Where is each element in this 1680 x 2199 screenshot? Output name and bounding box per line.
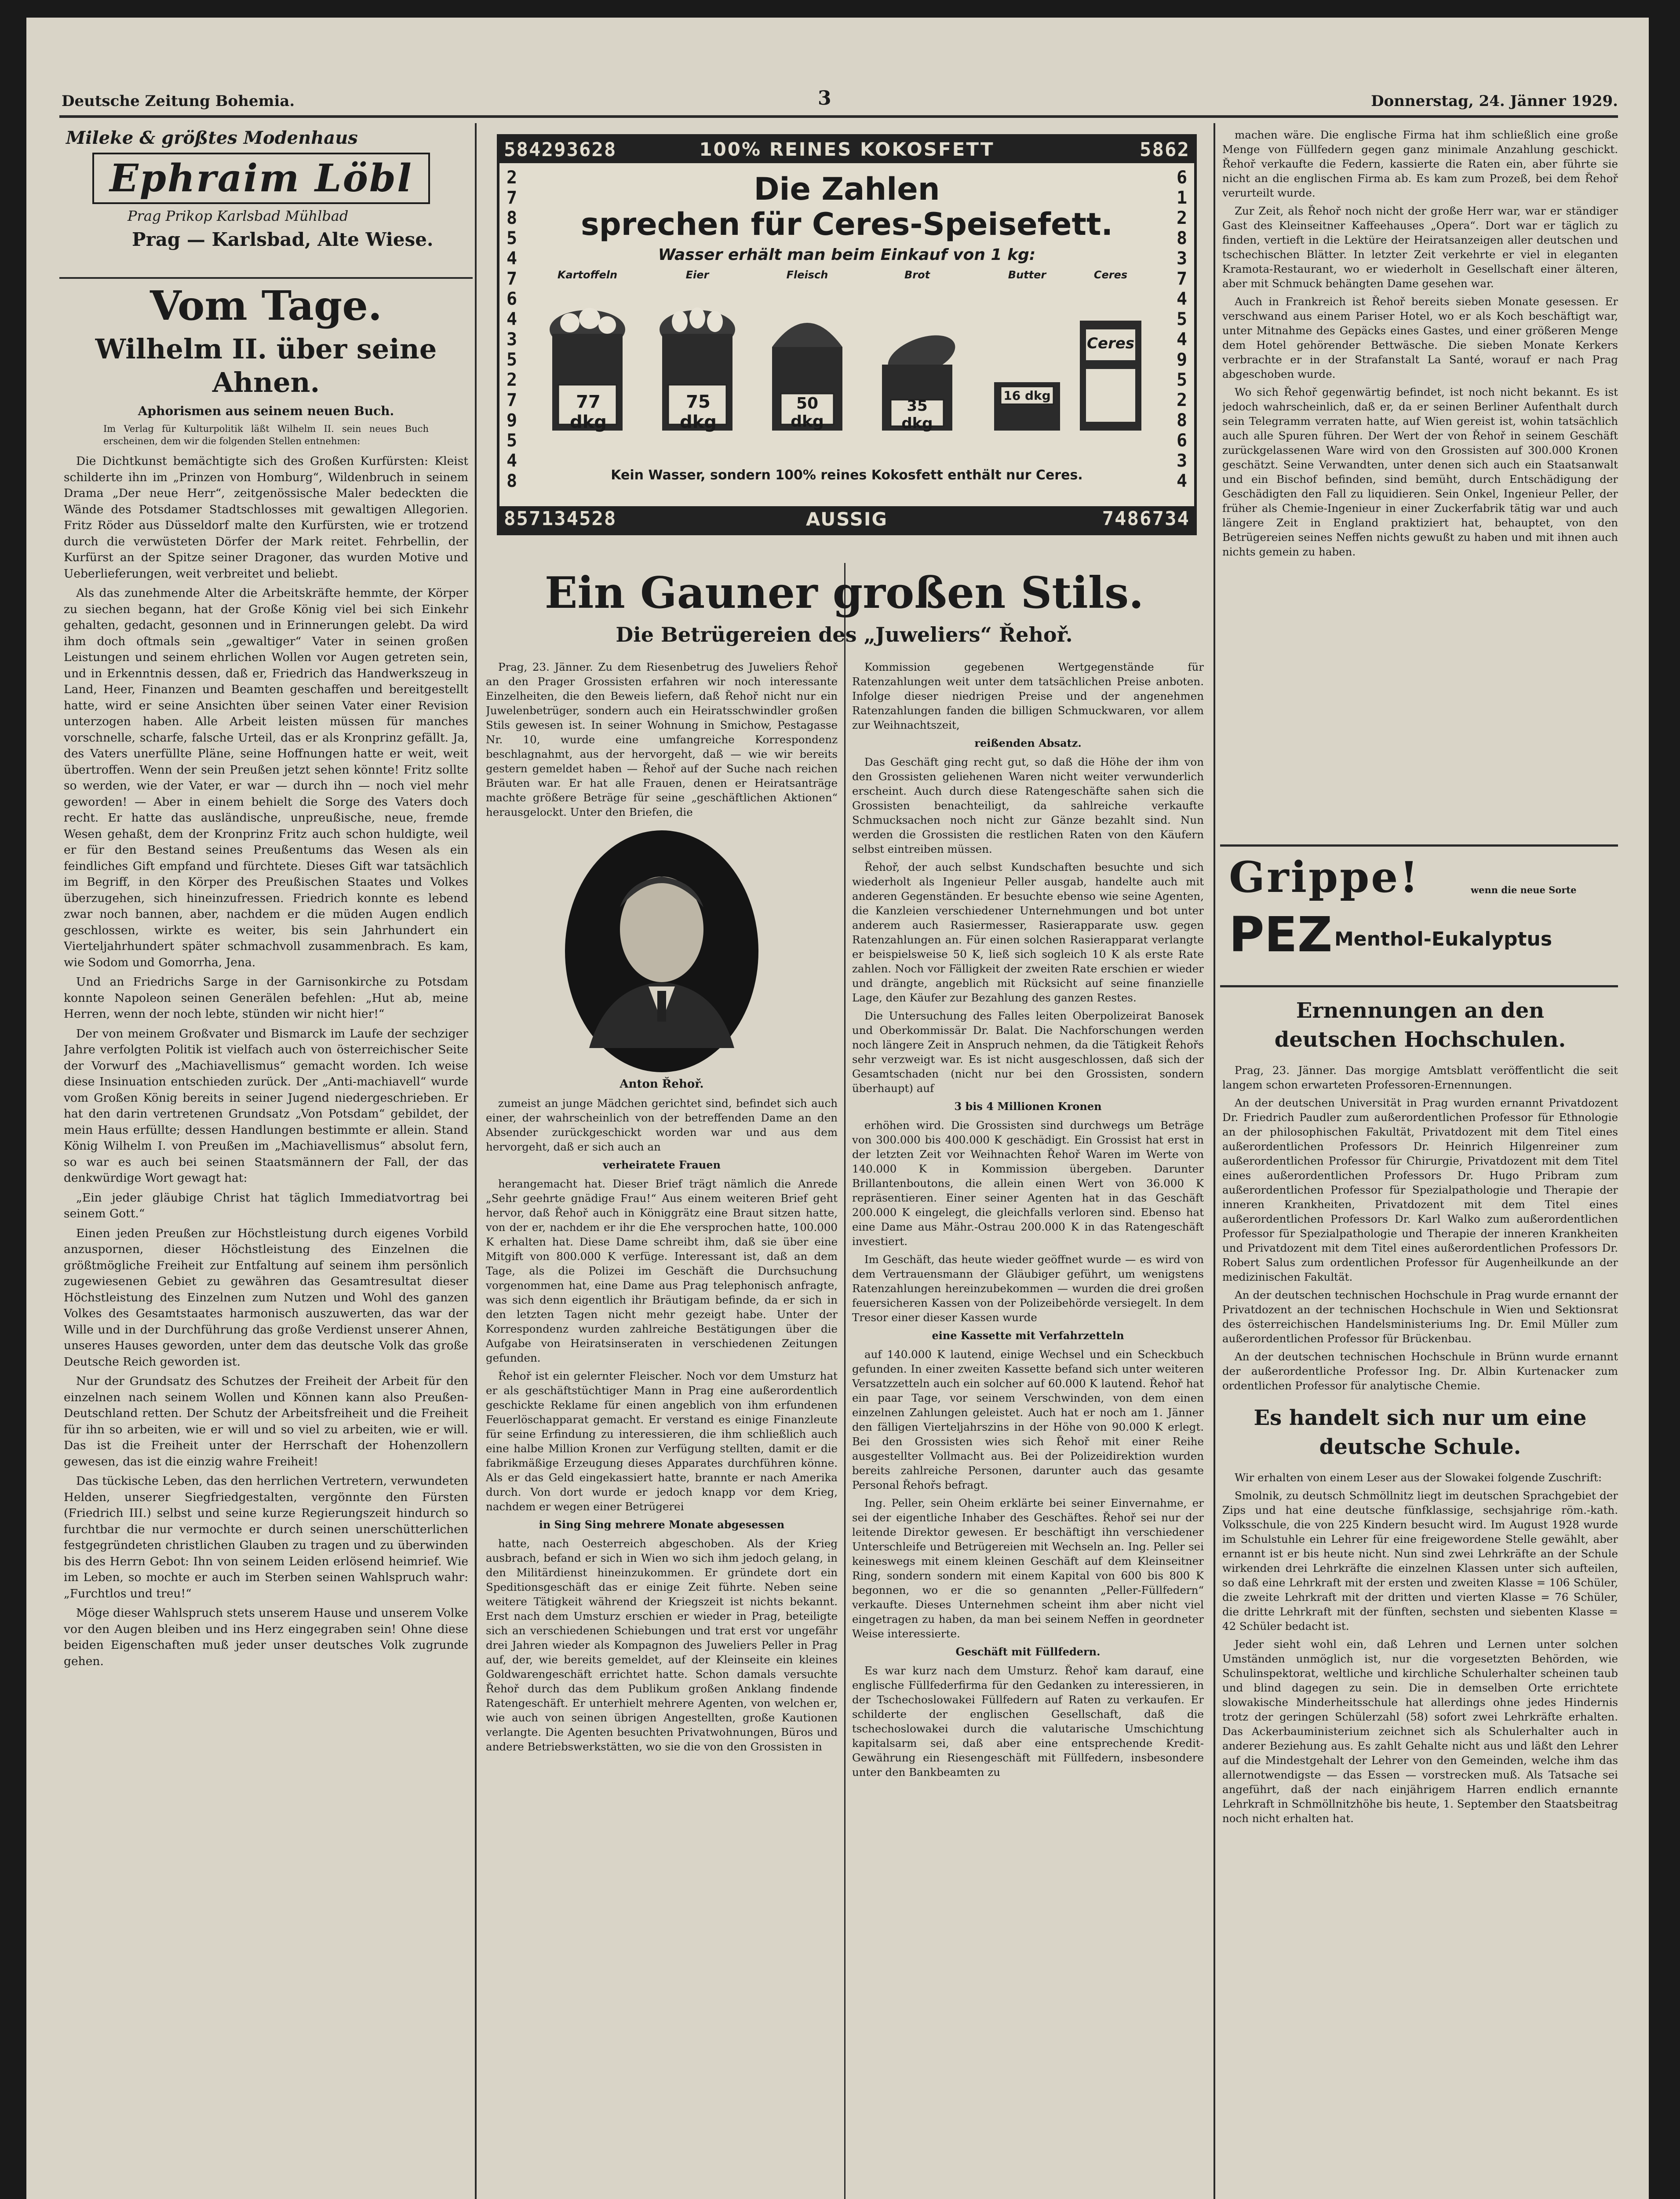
ceres-bottom-line: Kein Wasser, sondern 100% reines Kokosfett enthält nur Ceres. — [611, 468, 1083, 483]
subheading: verheiratete Frauen — [603, 1158, 721, 1171]
product-label: Eier — [685, 269, 709, 281]
ceres-headline-1: Die Zahlen — [754, 171, 940, 207]
product-eggs — [653, 269, 741, 441]
section-heading: Vom Tage. — [150, 282, 382, 329]
paragraph: Řehoř ist ein gelernter Fleischer. Noch vor dem Umsturz hat er als geschäftstüchtiger Mann in Prag eine außerordentlich geschickte Reklame für einen angeblich von ihm erfundenen Feuerlöschapparat gemacht. Er verstand es einige Finanzleute für seine Erfindung zu interessieren, die ihm schließlich auch eine halbe Million Kronen zur Verfügung stellten, damit er die fabrikmäßige Erzeugung dieses Apparates durchführen könne. Als er das Geld eingekassiert hatte, brannte er nach Amerika durch. Von dort wurde er jedoch knapp vor dem Krieg, nachdem er wegen einer Betrügerei — [486, 1370, 838, 1513]
product-label: Brot — [904, 269, 930, 281]
column-rule-1 — [475, 123, 477, 2199]
left-digits: 2785476435279548 — [506, 168, 517, 491]
paragraph: hatte, nach Oesterreich abgeschoben. Als der Krieg ausbrach, befand er sich in Wien wo sich ihm jedoch gelang, in den Militärdienst hineinzukommen. Er gründete dort ein Speditionsgeschäft das er einige Zeit führte. Neben seine weitere Tätigkeit während der Kriegszeit ist nichts bekannt. Erst nach dem Umsturz erschien er wieder in Prag, beteiligte sich an verschiedenen Schiebungen und trat erst vor ungefähr drei Jahren wieder als Kompagnon des Juweliers Peller in Prag auf, der, wie bereits gemeldet, auf der Kleinseite ein kleines Goldwarengeschäft errichtet hatte. Schon damals versuchte Řehoř durch das dem Publikum großen Anklang findende Ratengeschäft. Er unterhielt mehrere Agenten, von welchen er, wie auch von seinen übrigen Angestellten, große Kautionen verlangte. Die Agenten besuchten Privatwohnungen, Büros und andere Betriebswerkstätten, wo sie die von den Grossisten in — [486, 1537, 838, 1753]
product-meat — [763, 269, 851, 441]
paragraph: „Ein jeder gläubige Christ hat täglich Immediatvortrag bei seinem Gott.“ — [64, 1191, 468, 1220]
pez-brand: PEZ — [1229, 906, 1333, 963]
product-ceres — [1071, 269, 1150, 441]
ceres-headline-2: sprechen für Ceres-Speisefett. — [580, 206, 1113, 242]
gauner-column-2 — [852, 660, 1204, 2199]
subheading: 3 bis 4 Millionen Kronen — [954, 1100, 1102, 1113]
vom-tage-column — [64, 281, 468, 2199]
amount-label: 50 dkg — [791, 395, 824, 431]
paragraph: Möge dieser Wahlspruch stets unserem Hause und unserem Volke vor den Augen bleiben und ins Herz eingegraben sein! Ohne diese beiden Eigenschaften muß jeder unser deutsches Volk zugrunde gehen. — [64, 1606, 468, 1668]
header-left: Deutsche Zeitung Bohemia. — [62, 92, 295, 110]
ad-separator — [1220, 844, 1618, 847]
paragraph: Als das zunehmende Alter die Arbeitskräfte hemmte, der Körper zu siechen begann, hat der Große König viel bei sich Einkehr gehalten, gedacht, gesonnen und in Erinnerungen gelebt. Da wird ihm doch oftmals sein „gewaltiger“ Vater in seinen großen Leistungen und seinem ehrlichen Wollen vor Augen getreten sein, und in Erkenntnis dessen, daß er, Friedrich das Handwerkszeug in Land, Heer, Finanzen und Beamten geschaffen und bereitgestellt hatte, wird er seine Ansichten über seinen Vater einer Revision unterzogen haben. Alle Arbeit leisten müssen für manches vorschnelle, scharfe, falsche Urteil, das er als Kronprinz gefällt. Ja, des Vaters unerfüllte Pläne, seine Hoffnungen hatte er weit, weit übertroffen. Wenn der sein Preußen jetzt sehen könnte! Fritz sollte so werden, wie der Vater, er war — durch ihn — noch viel mehr geworden! — Aber in einem behielt die Sorge des Vaters doch recht. Er hatte das ausländische, unpreußische, neue, fremde Wesen gehaßt, dem der Kronprinz Fritz auch schon huldigte, weil er für den Bestand seines Preußentums das Wesen als ein feindliches Gift empfand und fürchtete. Dieses Gift war tatsächlich im Begriff, in den Körper des Preußischen Staates und Volkes überzugehen, sich hineinzufressen. Friedrich konnte es lebend zwar noch bannen, aber, nachdem er die müden Augen endlich geschlossen, wirkte es weiter, bis sein Jahrhundert ein Vierteljahrhundert später schmachvoll zusammenbrach. Es kam, wie Sodom und Gomorrha, Jena. — [64, 586, 468, 969]
ernennungen-title: Ernennungen an den deutschen Hochschulen. — [1274, 998, 1566, 1052]
paragraph: Es war kurz nach dem Umsturz. Řehoř kam darauf, eine englische Füllfederfirma für den Gedanken zu interessieren, in der Tschechoslowakei Füllfedern auf Raten zu verkaufen. Er schilderte der englischen Gesellschaft, daß die tschechoslowakei durch die valutarische Umschichtung kapitalsarm sei, daß aber eine entsprechende Kredit-Gewährung ein Riesengeschäft mit Füllfedern, insbesondere unter den Bankbeamten zu — [852, 1664, 1204, 1779]
article-body — [64, 453, 468, 1673]
top-label: 100% REINES KOKOSFETT — [699, 139, 995, 160]
paragraph: machen wäre. Die englische Firma hat ihm schließlich eine große Menge von Füllfedern gegen ganz minimale Anzahlung geschickt. Řehoř verkaufte die Federn, kassierte die Raten ein, aber führte sie nicht an die englischen Firma ab. Es kam zum Prozeß, bei dem Řehoř verurteilt wurde. — [1222, 128, 1618, 199]
right-digits: 6128374549528634 — [1176, 168, 1188, 491]
newspaper-page — [26, 18, 1649, 2199]
paragraph: Prag, 23. Jänner. Das morgige Amtsblatt veröffentlicht die seit langem schon erwarteten Professoren-Ernennungen. — [1222, 1064, 1618, 1091]
butter-dish-icon — [983, 281, 1071, 439]
loebl-locations: Prag Prikop Karlsbad Mühlbad — [128, 208, 349, 224]
header-rule — [59, 115, 1618, 118]
ceres-products — [543, 269, 1150, 462]
product-label: Butter — [1008, 269, 1046, 281]
paragraph: An der deutschen Universität in Prag wurden ernannt Privatdozent Dr. Friedrich Paudler zum außerordentlichen Professor für Ethnologie an der philosophischen Fakultät, Privatdozent mit dem Titel eines außerordentlichen Professors Dr. Heinrich Hilgenreiner zum außerordentlichen Professor für Chirurgie, Privatdozent mit dem Titel eines außerordentlichen Professors Dr. Hugo Pribram zum außerordentlichen Professor für Spezialpathologie und Therapie der inneren Krankheiten, Privatdozent mit dem Titel eines außerordentlichen Professors Dr. Karl Walko zum außerordentlichen Professor für Spezialpathologie und Therapie der inneren Krankheiten und Privatdozent mit dem Titel eines außerordentlichen Professors Dr. Robert Salus zum ordentlichen Professor für Augenheilkunde an der medizinischen Fakultät. — [1222, 1096, 1618, 1283]
top-right-digits: 5862 — [1140, 139, 1190, 161]
paragraph: Smolnik, zu deutsch Schmöllnitz liegt im deutschen Sprachgebiet der Zips und hat eine deutsche fünfklassige, sechsjahrige röm.-kath. Volksschule, die von 225 Kindern besucht wird. Im August 1928 wurde im Schulstuhle ein Lehrer für eine freigewordene Stelle gewählt, aber ernannt ist er bis heute nicht. Nun sind zwei Lehrkräfte an der Schule wirkenden drei Lehrkräfte die einzelnen Klassen unter sich aufteilen, so daß eine Lehrkraft mit der ersten und zweiten Klasse = 106 Schüler, die zweite Lehrkraft mit der dritten und vierten Klasse = 76 Schüler, die dritte Lehrkraft mit der fünften, sechsten und siebenten Klasse = 42 Schüler bedacht ist. — [1222, 1489, 1618, 1633]
paragraph: Im Geschäft, das heute wieder geöffnet wurde — es wird von dem Vertrauensmann der Gläubiger geführt, um wenigstens Ratenzahlungen hereinzubekommen — wurden die drei großen feuersicheren Kassen von der Polizeibehörde versiegelt. In dem Tresor einer dieser Kassen wurde — [852, 1253, 1204, 1324]
ad-separator — [59, 277, 473, 279]
paragraph: An der deutschen technischen Hochschule in Brünn wurde ernannt der außerordentliche Professor Ing. Dr. Albin Kurtenacker zum ordentlichen Professor für analytische Chemie. — [1222, 1350, 1618, 1392]
paragraph: Wo sich Řehoř gegenwärtig befindet, ist noch nicht bekannt. Es ist jedoch wahrscheinlich, daß er, da er seinen Berliner Aufenthalt durch sein Telegramm verraten hatte, auf Wien gereist ist, wohin tatsächlich auch alle Spuren führen. Der Wert der von Řehoř in seinem Geschäft zurückgelassenen Ware wird von den Grossisten auf 300.000 Kronen geschätzt. Seine Verwandten, unter denen sich auch ein Staatsanwalt und ein Bischof befinden, sind bemüht, durch Entschädigung der Geschädigten den Fall zu liquidieren. Sein Onkel, Ingenieur Peller, der früher als Chemie-Ingenieur in einer Zuckerfabrik tätig war und auch längere Zeit in England praktiziert hat, behauptet, von den Betrügereien seines Neffen nichts gewußt zu haben und mit ihnen auch nichts gemein zu haben. — [1222, 386, 1618, 558]
product-bread — [873, 269, 961, 441]
paragraph: Prag, 23. Jänner. Zu dem Riesenbetrug des Juweliers Řehoř an den Prager Grossisten erfahren wir noch interessante Einzelheiten, die den Beweis liefern, daß Řehoř nicht nur ein Juwelenbetrüger, sondern auch ein Heiratsschwindler großen Stils gewesen ist. In seiner Wohnung in Smichow, Pestagasse Nr. 10, wurde eine umfangreiche Korrespondenz beschlagnahmt, aus der hervorgeht, daß — wie wir bereits gestern gemeldet haben — Řehoř auf der Suche nach reichen Bräuten war. Er hat alle Frauen, denen er Heiratsanträge machte größere Beträge für seine „geschäftlichen Aktionen“ herausgelockt. Unter den Briefen, die — [486, 661, 838, 818]
paragraph: herangemacht hat. Dieser Brief trägt nämlich die Anrede „Sehr geehrte gnädige Frau!“ Aus einem weiteren Brief geht hervor, daß Řehoř auch in Königgrätz eine Braut sitzen hatte, von der er, nachdem er ihr die Ehe versprochen hatte, 100.000 K erhalten hat. Diese Dame schreibt ihm, daß sie über eine Mitgift von 800.000 K verfüge. Interessant ist, daß an dem Tage, als die Polizei im Geschäft die Durchsuchung vorgenommen hat, eine Dame aus Prag telephonisch anfragte, was sich denn eigentlich ihr Bräutigam befinde, da er sich in den letzten Tagen nicht mehr gezeigt habe. Unter der Korrespondenz wurden zahlreiche Bestätigungen über die Aufgabe von Heiratsinseraten in verschiedenen Zeitungen gefunden. — [486, 1177, 838, 1364]
ceres-box-icon — [1071, 281, 1150, 439]
paragraph: Die Dichtkunst bemächtigte sich des Großen Kurfürsten: Kleist schilderte ihn im „Prinzen von Homburg“, Wildenbruch in seinem Drama „Der neue Herr“, zeitgenössische Maler bedeckten die Wände des Potsdamer Stadtschlosses mit gewaltigen Allegorien. Fritz Röder aus Düsseldorf malte den Kurfürsten, wie er trotzend durch die verwüsteten Dörfer der Mark reitet. Fehrbellin, der Kurfürst an der Spitze seiner Dragoner, das wurden Motive und Ueberlieferungen, weit verbreitet und beliebt. — [64, 454, 468, 581]
paragraph: Nur der Grundsatz des Schutzes der Freiheit der Arbeit für den einzelnen nach seinem Wollen und Können kann also Preußen-Deutschland retten. Der Schutz der Arbeitsfreiheit und die Freiheit für ihn so arbeiten, wie er will und so viel zu arbeiten, wie er will. Das ist die Freiheit unter der Herrschaft der Hohenzollern gewesen, das ist die einzig wahre Freiheit! — [64, 1374, 468, 1468]
subheading: in Sing Sing mehrere Monate abgesessen — [539, 1518, 785, 1531]
right-column-news — [1222, 992, 1618, 2199]
bottom-left-digits: 857134528 — [504, 508, 617, 530]
subheading: reißenden Absatz. — [974, 737, 1082, 749]
amount-label: 35 dkg — [901, 397, 933, 432]
schule-title: Es handelt sich nur um eine deutsche Schule. — [1254, 1406, 1587, 1459]
paragraph: Einen jeden Preußen zur Höchstleistung durch eigenes Vorbild anzuspornen, dieser Höchstleistung des Einzelnen die größtmögliche Freiheit zur Entfaltung auf seinem ihm persönlich zugewiesenen Gebiet zu gewähren das Gesamtresultat dieser Höchstleistung des Einzelnen zum Nutzen und Wohl des ganzen Volkes des Gesamtstaates harmonisch auszuwerten, das war der Wille und in der Durchführung das große Verdienst unserer Ahnen, unseres Hauses geworden, unter dem das deutsche Volk das große Deutsche Reich geworden ist. — [64, 1226, 468, 1369]
subheading: eine Kassette mit Verfahrzetteln — [932, 1329, 1124, 1342]
paragraph: Zur Zeit, als Řehoř noch nicht der große Herr war, war er ständiger Gast des Kleinseitner Kaffeehauses „Opera“. Dort war er täglich zu finden, vertieft in die Lektüre der Heiratsanzeigen aller deutschen und tschechischen Blätter. In letzter Zeit verkehrte er viel in eleganten Kramota-Restaurant, wo er wiederholt in Gesellschaft einer älteren, aber mit Schmuck behängten Dame gesehen war. — [1222, 205, 1618, 290]
paragraph: Das Geschäft ging recht gut, so daß die Höhe der ihm von den Grossisten geliehenen Waren nicht weiter verwunderlich erscheint. Auch durch diese Ratengeschäfte sahen sich die Grossisten benachteiligt, da sahlreiche verkaufte Schmucksachen noch nicht zur Gänze bezahlt sind. Nun werden die Grossisten die restlichen Raten von den Käufern selbst eintreiben müssen. — [852, 756, 1204, 855]
paragraph: Jeder sieht wohl ein, daß Lehren und Lernen unter solchen Umständen unmöglich ist, nur die vorgesetzten Behörden, wie Schulinspektorat, weltliche und kirchliche Schulerhalter scheinen taub und blind dagegen zu sein. Die in demselben Orte errichtete slowakische Minderheitsschule hat allerdings ohne jedes Hindernis trotz der geringen Schülerzahl (58) sofort zwei Lehrkräfte erhalten. Das Ackerbauministerium zeichnet sich als Schulerhalter auch in anderer Beziehung aus. Es zahlt Gehalte nicht aus und läßt den Lehrer auf die Mindestgehalt der Lehrer von den Gemeinden, welche ihm das allernotwendigste — das Essen — vorstrecken muß. Als Tatsache sei angeführt, daß der nach einjährigem Harren endlich ernannte Lehrkraft in Schmöllnitzhöhe bis heute, 1. September den Staatsbeitrag noch nicht erhalten hat. — [1222, 1638, 1618, 1825]
gauner-column-1 — [486, 660, 838, 2199]
loebl-logo: Ephraim Löbl — [92, 153, 430, 204]
article-subtitle: Aphorismen aus seinem neuen Buch. — [138, 404, 394, 418]
paragraph: erhöhen wird. Die Grossisten sind durchwegs um Beträge von 300.000 bis 400.000 K geschädigt. Ein Grossist hat erst in der letzten Zeit vor Weihnachten Řehoř Waren im Werte von 140.000 K in Kommission übergeben. Darunter Brillantenboutons, die allein einen Wert von 36.000 K repräsentieren. Einer seiner Agenten hat in das Geschäft 200.000 K eingelegt, die gleichfalls verloren sind. Ebenso hat eine Dame aus Mähr.-Ostrau 200.000 K in das Ratengeschäft investiert. — [852, 1119, 1204, 1248]
paragraph: Wir erhalten von einem Leser aus der Slowakei folgende Zuschrift: — [1235, 1471, 1602, 1484]
product-label: Fleisch — [786, 269, 828, 281]
header-right: Donnerstag, 24. Jänner 1929. — [1371, 92, 1618, 110]
loebl-advertisement — [66, 128, 464, 268]
column-rule-3 — [1214, 123, 1215, 2199]
product-potatoes — [543, 269, 631, 441]
amount-label: 75 dkg — [680, 392, 717, 432]
loebl-tagline: Mileke & größtes Modenhaus — [66, 128, 358, 148]
top-left-digits: 584293628 — [504, 139, 617, 161]
amount-label: 77 dkg — [570, 392, 607, 432]
bottom-right-digits: 7486734 — [1102, 508, 1190, 530]
paragraph: Die Untersuchung des Falles leiten Oberpolizeirat Banosek und Oberkommissär Dr. Balat. Die Nachforschungen werden noch längere Zeit in Anspruch nehmen, da die Tätigkeit Řehořs sehr verzweigt war. Es ist nicht ausgeschlossen, daß sich der Gesamtschaden (nicht nur bei den Grossisten, sondern überhaupt) auf — [852, 1009, 1204, 1095]
product-label: Kartoffeln — [557, 269, 618, 281]
subheading: Geschäft mit Füllfedern. — [955, 1645, 1101, 1658]
portrait-caption: Anton Řehoř. — [620, 1078, 704, 1091]
paragraph: Kommission gegebenen Wertgegenstände für Ratenzahlungen weit unter dem tatsächlichen Preise anboten. Infolge dieser niedrigen Preise und der angenehmen Ratenzahlungen fanden die billigen Schmuckwaren, vor allem zur Weihnachtszeit, — [852, 661, 1204, 731]
portrait-photo — [563, 828, 761, 1074]
portrait-image — [563, 828, 761, 1074]
ceres-advertisement — [497, 134, 1197, 535]
gauner-title: Ein Gauner großen Stils. — [544, 568, 1144, 618]
product-label: Ceres — [1093, 269, 1128, 281]
amount-label: 16 dkg — [1003, 388, 1051, 403]
paragraph: An der deutschen technischen Hochschule in Prag wurde ernannt der Privatdozent an der technischen Hochschule in Wien und Sektionsrat des österreichischen Handelsministeriums Ing. Dr. Emil Müller zum außerordentlichen Professor für Brückenbau. — [1222, 1289, 1618, 1345]
paragraph: Das tückische Leben, das den herrlichen Vertretern, verwundeten Helden, unserer Siegfriedgestalten, vergönnte den Fürsten (Friedrich III.) selbst und seine kurze Regierungszeit hindurch so furchtbar die nur vermochte er durch seinen unerschütterlichen festgegründeten christlichen Glauben zu tragen und zu überwinden bis des Herrn Gebot: Ihn von seinem Leiden erlösend heimrief. Wie im Leben, so mochte er auch im Sterben seinen Wahlspruch wahr: „Furchtlos und treu!“ — [64, 1474, 468, 1600]
paragraph: Řehoř, der auch selbst Kundschaften besuchte und sich wiederholt als Ingenieur Peller ausgab, handelte auch mit anderen Gegenständen. Er besuchte ebenso wie seine Agenten, die Kanzleien verschiedener Unternehmungen und bot unter anderem auch Rasiermesser, Rasierapparate usw. gegen Ratenzahlungen an. Für einen solchen Rasierapparat verlangte er beispielsweise 50 K, ließ sich sogleich 10 K als erste Rate zahlen. Noch vor Fälligkeit der zweiten Rate erschien er wieder und drängte, angeblich mit Rücksicht auf seine finanzielle Lage, den Käufer zur Bezahlung des ganzen Restes. — [852, 861, 1204, 1004]
paragraph: auf 140.000 K lautend, einige Wechsel und ein Scheckbuch gefunden. In einer zweiten Kassette befand sich unter weiteren Versatzzetteln auch ein solcher auf 60.000 K lautend. Řehoř hat ein paar Tage, vor seinem Verschwinden, von dem einen einzelnen Zahlungen geleistet. Auch hat er noch am 1. Jänner den fälligen Vierteljahrszins in der Höhe von 90.000 K erlegt. Bei den Grossisten wies sich Řehoř mit einer Reihe ausgestellter Vollmacht aus. Bei der Polizeidirektion wurden bereits zahlreiche Personen, darunter auch das gesamte Personal Řehořs befragt. — [852, 1348, 1204, 1491]
paragraph: Und an Friedrichs Sarge in der Garnisonkirche zu Potsdam konnte Napoleon seinen Generälen befehlen: „Hut ab, meine Herren, wenn der noch lebte, stünden wir nicht hier!“ — [64, 975, 468, 1021]
product-butter — [983, 269, 1071, 441]
article-intro: Im Verlag für Kulturpolitik läßt Wilhelm II. sein neues Buch erscheinen, dem wir die folgenden Stellen entnehmen: — [103, 424, 429, 446]
ceres-subline: Wasser erhält man beim Einkauf von 1 kg: — [658, 246, 1036, 264]
page-number: 3 — [818, 87, 831, 110]
column-rule-2 — [844, 563, 845, 2199]
paragraph: Auch in Frankreich ist Řehoř bereits sieben Monate gesessen. Er verschwand aus einem Pariser Hotel, wo er als Koch beschäftigt war, unter Mitnahme des Gepäcks eines Gastes, und einer größeren Menge dem Hotel gehörender Bettwäsche. Die sieben Monate Kerkers verbrachte er in der Strafanstalt La Santé, worauf er nach Prag abgeschoben wurde. — [1222, 295, 1618, 380]
pez-advertisement — [1224, 853, 1616, 985]
bottom-label: GEORG SCHICHT A.G. AUSSIG — [729, 487, 965, 530]
paragraph: Der von meinem Großvater und Bismarck im Laufe der sechziger Jahre verfolgten Politik ist vielfach auch von österreichischer Seite der Vorwurf des „Machiavellismus“ gemacht worden. Ich weise diese Insinuation entschieden zurück. Der „Anti-machiavell“ wurde vom Großen König bereits in seiner Jugend niedergeschrieben. Er hat den darin vertretenen Grundsatz „Von Potsdam“ gebildet, der mein Haus erfüllte; dessen Handlungen bestimmte er allein. Stand König Wilhelm I. von Preußen im „Machiavellismus“ absolut fern, so war es auch bei seinen Staatsmännern der Fall, der das denkwürdige Wort gewagt hat: — [64, 1026, 468, 1185]
loebl-address: Prag — Karlsbad, Alte Wiese. — [132, 229, 434, 250]
ceres-box-label: Ceres — [1086, 335, 1135, 352]
paragraph: Ing. Peller, sein Oheim erklärte bei seiner Einvernahme, er sei der eigentliche Inhaber des Geschäftes. Řehoř sei nur der leitende Direktor gewesen. Er beschäftigt ihn verschiedener Unterschleife und Betrügereien mit Wechseln an. Ing. Peller sei keineswegs mit einem kleinen Geschäft auf dem Kleinseitner Ring, sondern sondern mit einem Kapital von 600 bis 800 K begonnen, wo er die so genannten „Peller-Füllfedern“ verkaufte. Dieses Unternehmen scheint ihm aber nicht viel eingetragen zu haben, da man bei seinem Neffen in geordneter Weise interessierte. — [852, 1497, 1204, 1640]
paragraph: zumeist an junge Mädchen gerichtet sind, befindet sich auch einer, der wahrscheinlich von der betreffenden Dame an den Absender zurückgeschickt worden war und aus dem hervorgeht, daß er sich auch an — [486, 1097, 838, 1153]
pez-product: Menthol-Eukalyptus — [1334, 928, 1552, 950]
gauner-continuation — [1222, 128, 1618, 840]
ad-separator — [1220, 985, 1618, 987]
pez-title: Grippe! — [1229, 852, 1420, 902]
article-title: Wilhelm II. über seine Ahnen. — [95, 333, 437, 398]
pez-side-text: wenn die neue Sorte — [1471, 884, 1577, 895]
gauner-subtitle: Die Betrügereien des „Juweliers“ Řehoř. — [616, 623, 1073, 647]
